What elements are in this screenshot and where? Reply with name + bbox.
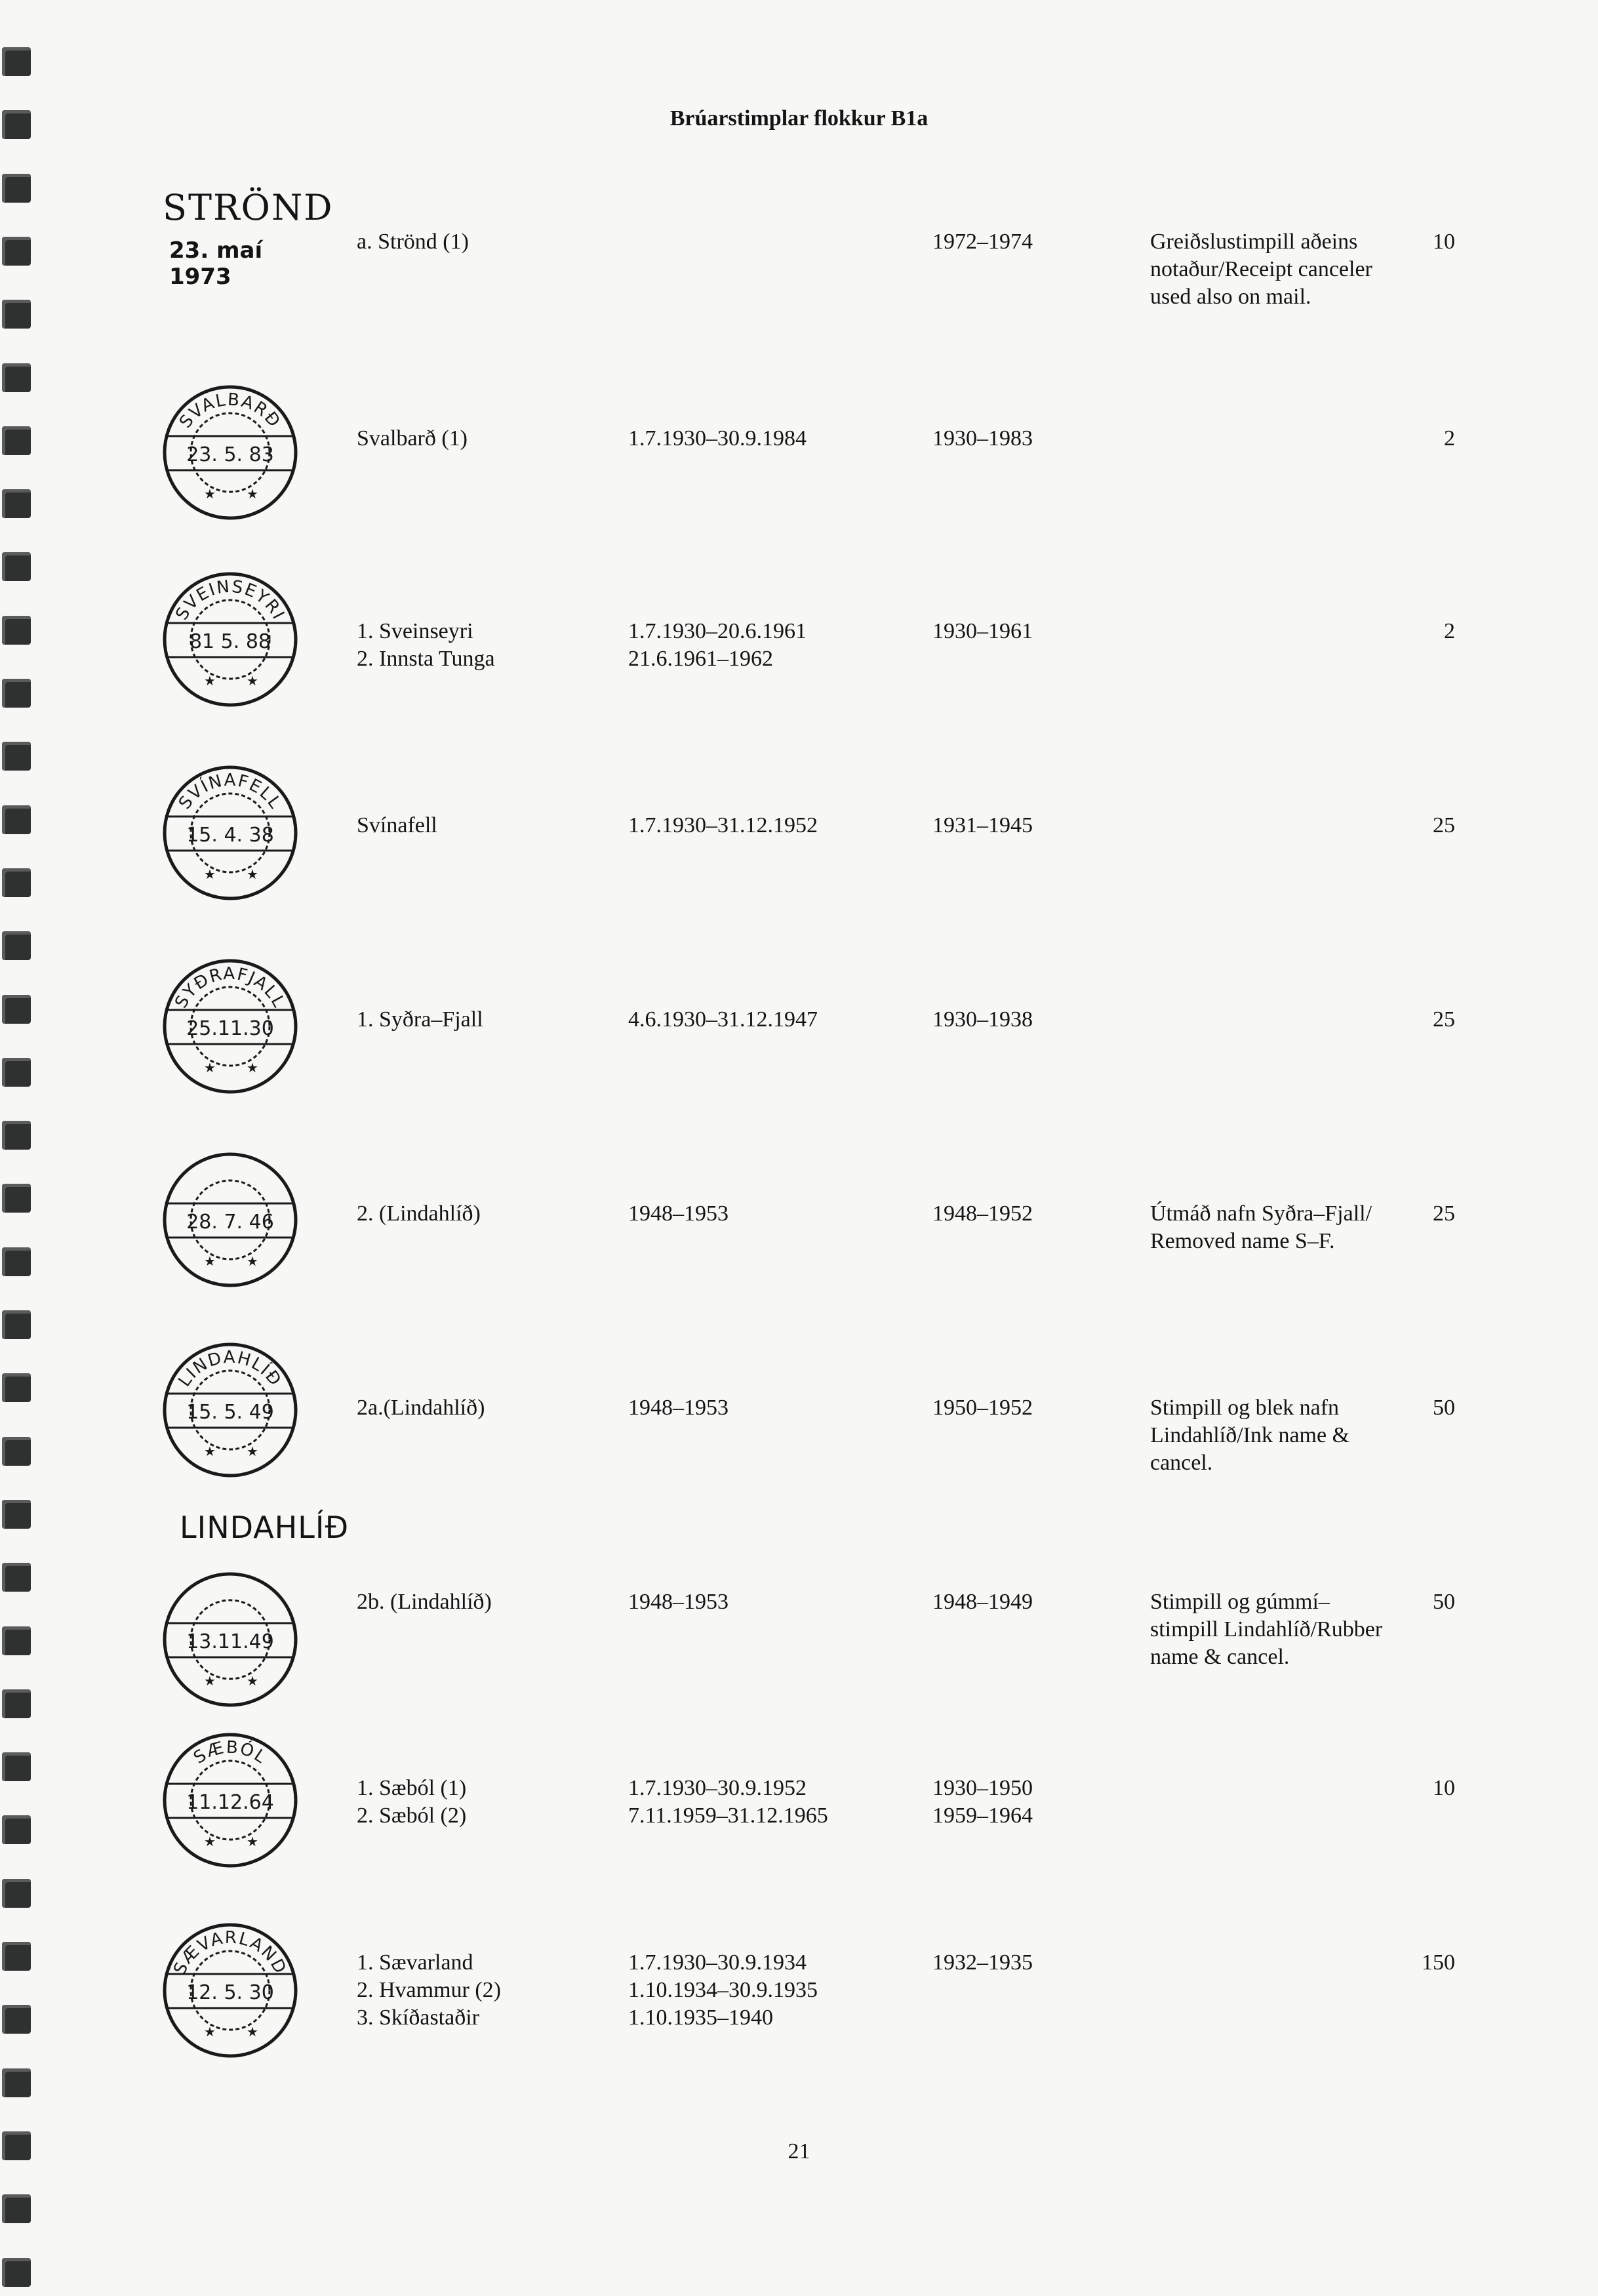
catalog-value — [1433, 1394, 1455, 1422]
page-title: Brúarstimplar flokkur B1a — [669, 106, 929, 131]
postmark-circle — [155, 1725, 306, 1876]
usage-period-line: 1972–1974 — [932, 230, 1033, 254]
postmark-date: 25.11.30 — [186, 1017, 274, 1040]
postmark-date: 15. 5. 49 — [186, 1401, 274, 1424]
binding-hole — [2, 1879, 31, 1908]
postmark-ring-text: SÆVARLAND — [170, 1927, 290, 1978]
binding-hole — [2, 1752, 31, 1781]
postmark-circle — [155, 1335, 306, 1485]
postmark-circle — [155, 377, 306, 528]
office-dates-line: 1.10.1934–30.9.1935 — [628, 1978, 818, 2002]
post-office-name-line: 1. Syðra–Fjall — [357, 1007, 483, 1032]
post-office-name — [357, 1200, 481, 1228]
office-dates — [628, 1588, 729, 1616]
catalog-value-line: 2 — [1444, 619, 1455, 643]
catalog-value-line: 10 — [1433, 230, 1455, 254]
catalog-value-line: 50 — [1433, 1590, 1455, 1614]
postmark-circle — [155, 564, 306, 715]
remark-line: Lindahlíð/Ink name & — [1150, 1423, 1350, 1447]
remark-line: stimpill Lindahlíð/Rubber — [1150, 1617, 1383, 1641]
postmark-date: 15. 4. 38 — [186, 824, 274, 847]
post-office-name-line: 1. Sveinseyri — [357, 619, 473, 643]
usage-period-line: 1930–1961 — [932, 619, 1033, 643]
binding-hole — [2, 868, 31, 897]
postmark-stamp — [155, 564, 306, 715]
postmark-ring-text: SVÍNAFELL — [174, 770, 286, 813]
postmark-date: 13.11.49 — [186, 1630, 274, 1653]
post-office-name-line: a. Strönd (1) — [357, 230, 469, 254]
postmark-circle — [155, 1144, 306, 1295]
usage-period — [932, 1006, 1033, 1034]
star-icon: ★ — [204, 866, 216, 882]
catalog-value-line: 50 — [1433, 1396, 1455, 1420]
binding-hole — [2, 300, 31, 329]
postmark-ring-text: SÆBÓL — [190, 1737, 271, 1768]
post-office-name-line: 2. Innsta Tunga — [357, 647, 495, 671]
remark-line: Greiðslustimpill aðeins — [1150, 230, 1358, 254]
binding-hole — [2, 931, 31, 960]
strond-stamp-date: 23. maí 1973 — [169, 237, 263, 290]
remark-line: notaður/Receipt canceler — [1150, 257, 1372, 281]
star-icon: ★ — [247, 866, 258, 882]
binding-hole — [2, 552, 31, 581]
office-dates — [628, 425, 807, 453]
usage-period — [932, 1200, 1033, 1228]
postmark-stamp — [155, 377, 306, 528]
post-office-name-line: 2. Sæból (2) — [357, 1803, 467, 1828]
binding-hole — [2, 1437, 31, 1466]
binding-hole — [2, 1563, 31, 1592]
catalog-value-line: 150 — [1422, 1950, 1455, 1975]
post-office-name — [357, 1949, 501, 2032]
binding-hole — [2, 2005, 31, 2034]
remark-line: Útmáð nafn Syðra–Fjall/ — [1150, 1201, 1372, 1226]
post-office-name — [357, 1006, 483, 1034]
catalog-value-line: 25 — [1433, 813, 1455, 837]
star-icon: ★ — [247, 1834, 258, 1849]
binding-hole — [2, 426, 31, 455]
remark — [1150, 1588, 1382, 1671]
binding-hole — [2, 995, 31, 1024]
postmark-stamp — [155, 1335, 306, 1485]
binding-hole — [2, 1121, 31, 1150]
binding-hole — [2, 742, 31, 771]
office-dates — [628, 1394, 729, 1422]
office-dates-line: 1948–1953 — [628, 1396, 729, 1420]
office-dates — [628, 1200, 729, 1228]
catalog-value-line: 10 — [1433, 1776, 1455, 1800]
post-office-name — [357, 1394, 485, 1422]
remark — [1150, 1200, 1372, 1255]
svg-text:SVALBARÐ — [176, 390, 285, 432]
office-dates-line: 7.11.1959–31.12.1965 — [628, 1803, 828, 1828]
postmark-ring-text: SVEINSEYRI — [172, 576, 289, 624]
page-number: 21 — [788, 2139, 810, 2164]
usage-period — [932, 228, 1033, 256]
postmark-date: 28. 7. 46 — [186, 1211, 274, 1234]
postmark-circle — [155, 1564, 306, 1715]
star-icon: ★ — [247, 1673, 258, 1689]
binding-hole — [2, 489, 31, 518]
star-icon: ★ — [247, 1443, 258, 1459]
catalog-value — [1433, 228, 1455, 256]
post-office-name — [357, 228, 469, 256]
postmark-circle — [155, 1915, 306, 2066]
remark — [1150, 228, 1372, 311]
binding-hole — [2, 1247, 31, 1276]
star-icon: ★ — [204, 1060, 216, 1076]
postmark-date: 11.12.64 — [186, 1791, 274, 1814]
postmark-circle — [155, 951, 306, 1102]
star-icon: ★ — [204, 1673, 216, 1689]
usage-period — [932, 618, 1033, 645]
binding-hole — [2, 1942, 31, 1971]
catalog-value-line: 25 — [1433, 1007, 1455, 1032]
star-icon: ★ — [204, 673, 216, 689]
usage-period-line: 1930–1983 — [932, 426, 1033, 451]
lindahlid-name-stamp: LINDAHLÍÐ — [180, 1510, 350, 1545]
binding-hole — [2, 616, 31, 645]
binding-hole — [2, 47, 31, 76]
postmark-ring-text: SVALBARÐ — [175, 390, 285, 432]
binding-hole — [2, 1689, 31, 1718]
office-dates — [628, 812, 818, 839]
usage-period-line: 1950–1952 — [932, 1396, 1033, 1420]
post-office-name-line: 2. Hvammur (2) — [357, 1978, 502, 2002]
star-icon: ★ — [204, 1253, 216, 1269]
usage-period — [932, 1949, 1033, 1977]
office-dates — [628, 618, 807, 673]
post-office-name-line: 3. Skíðastaðir — [357, 2005, 479, 2030]
star-icon: ★ — [204, 1834, 216, 1849]
star-icon: ★ — [247, 1060, 258, 1076]
binding-hole — [2, 1815, 31, 1844]
post-office-name — [357, 1775, 466, 1830]
star-icon: ★ — [204, 2024, 216, 2040]
postmark-stamp — [155, 951, 306, 1102]
postmark-date: 81 5. 88 — [189, 630, 271, 653]
usage-period — [932, 1775, 1033, 1830]
office-dates — [628, 1775, 828, 1830]
postmark-stamp — [155, 757, 306, 908]
binding-hole — [2, 1310, 31, 1339]
postmark-stamp — [155, 1725, 306, 1876]
catalog-value — [1433, 1775, 1455, 1802]
usage-period-line: 1930–1950 — [932, 1776, 1033, 1800]
office-dates-line: 1948–1953 — [628, 1201, 729, 1226]
office-dates-line: 1.7.1930–31.12.1952 — [628, 813, 818, 837]
office-dates-line: 1.7.1930–30.9.1984 — [628, 426, 807, 451]
catalog-value — [1444, 618, 1455, 645]
catalog-value-line: 25 — [1433, 1201, 1455, 1226]
office-dates — [628, 1006, 818, 1034]
office-dates-line: 4.6.1930–31.12.1947 — [628, 1007, 818, 1032]
usage-period — [932, 425, 1033, 453]
post-office-name-line: Svalbarð (1) — [357, 426, 468, 451]
post-office-name-line: 1. Sævarland — [357, 1950, 473, 1975]
postmark-stamp — [155, 1144, 306, 1295]
post-office-name-line: 1. Sæból (1) — [357, 1776, 467, 1800]
star-icon: ★ — [204, 1443, 216, 1459]
usage-period-line: 1930–1938 — [932, 1007, 1033, 1032]
binding-hole — [2, 1500, 31, 1529]
catalog-value-line: 2 — [1444, 426, 1455, 451]
binding-hole — [2, 2068, 31, 2097]
office-dates-line: 1.7.1930–20.6.1961 — [628, 619, 807, 643]
office-dates-line: 21.6.1961–1962 — [628, 647, 773, 671]
postmark-date: 12. 5. 30 — [186, 1981, 274, 2004]
post-office-name-line: 2a.(Lindahlíð) — [357, 1396, 485, 1420]
usage-period-line: 1948–1949 — [932, 1590, 1033, 1614]
postmark-stamp — [155, 1564, 306, 1715]
remark-line: Removed name S–F. — [1150, 1229, 1335, 1253]
binding-hole — [2, 2258, 31, 2287]
remark — [1150, 1394, 1349, 1477]
office-dates — [628, 1949, 818, 2032]
star-icon: ★ — [204, 486, 216, 502]
binding-hole — [2, 1184, 31, 1213]
postmark-date: 23. 5. 83 — [186, 443, 274, 466]
binding-hole — [2, 679, 31, 708]
remark-line: cancel. — [1150, 1451, 1213, 1475]
svg-text:SVÍNAFELL — [175, 771, 285, 813]
remark-line: name & cancel. — [1150, 1645, 1290, 1669]
remark-line: Stimpill og blek nafn — [1150, 1396, 1340, 1420]
catalog-value — [1433, 1588, 1455, 1616]
post-office-name — [357, 425, 468, 453]
office-dates-line: 1.10.1935–1940 — [628, 2005, 773, 2030]
usage-period-line: 1931–1945 — [932, 813, 1033, 837]
binding-hole — [2, 237, 31, 266]
post-office-name-line: 2. (Lindahlíð) — [357, 1201, 481, 1226]
star-icon: ★ — [247, 486, 258, 502]
binding-hole — [2, 363, 31, 392]
usage-period-line: 1959–1964 — [932, 1803, 1033, 1828]
usage-period-line: 1932–1935 — [932, 1950, 1033, 1975]
star-icon: ★ — [247, 2024, 258, 2040]
remark-line: used also on mail. — [1150, 285, 1311, 309]
strond-stamp-name: STRÖND — [163, 187, 334, 228]
usage-period — [932, 812, 1033, 839]
catalog-value — [1433, 1006, 1455, 1034]
catalog-value — [1433, 812, 1455, 839]
binding-hole — [2, 805, 31, 834]
binding-hole — [2, 1373, 31, 1402]
remark-line: Stimpill og gúmmí– — [1150, 1590, 1330, 1614]
postmark-ring-text: LINDAHLÍÐ — [174, 1347, 286, 1391]
usage-period — [932, 1588, 1033, 1616]
postmark-ring-text: SYÐRAFJALL — [171, 963, 289, 1012]
catalog-value — [1444, 425, 1455, 453]
catalog-value — [1433, 1200, 1455, 1228]
strond-stamp — [163, 187, 334, 305]
post-office-name — [357, 812, 437, 839]
svg-text:LINDAHLÍÐ — [174, 1348, 285, 1390]
star-icon: ★ — [247, 673, 258, 689]
catalog-value — [1422, 1949, 1455, 1977]
post-office-name — [357, 618, 495, 673]
office-dates-line: 1.7.1930–30.9.1952 — [628, 1776, 807, 1800]
binding-hole — [2, 2194, 31, 2223]
postmark-stamp — [155, 1915, 306, 2066]
star-icon: ★ — [247, 1253, 258, 1269]
svg-text:SÆVARLAND — [170, 1928, 290, 1978]
binding-hole — [2, 174, 31, 203]
usage-period-line: 1948–1952 — [932, 1201, 1033, 1226]
office-dates-line: 1.7.1930–30.9.1934 — [628, 1950, 807, 1975]
post-office-name — [357, 1588, 492, 1616]
post-office-name-line: Svínafell — [357, 813, 437, 837]
post-office-name-line: 2b. (Lindahlíð) — [357, 1590, 492, 1614]
binding-hole — [2, 1626, 31, 1655]
spiral-binding — [0, 0, 39, 2296]
binding-hole — [2, 1058, 31, 1087]
postmark-circle — [155, 757, 306, 908]
office-dates-line: 1948–1953 — [628, 1590, 729, 1614]
usage-period — [932, 1394, 1033, 1422]
